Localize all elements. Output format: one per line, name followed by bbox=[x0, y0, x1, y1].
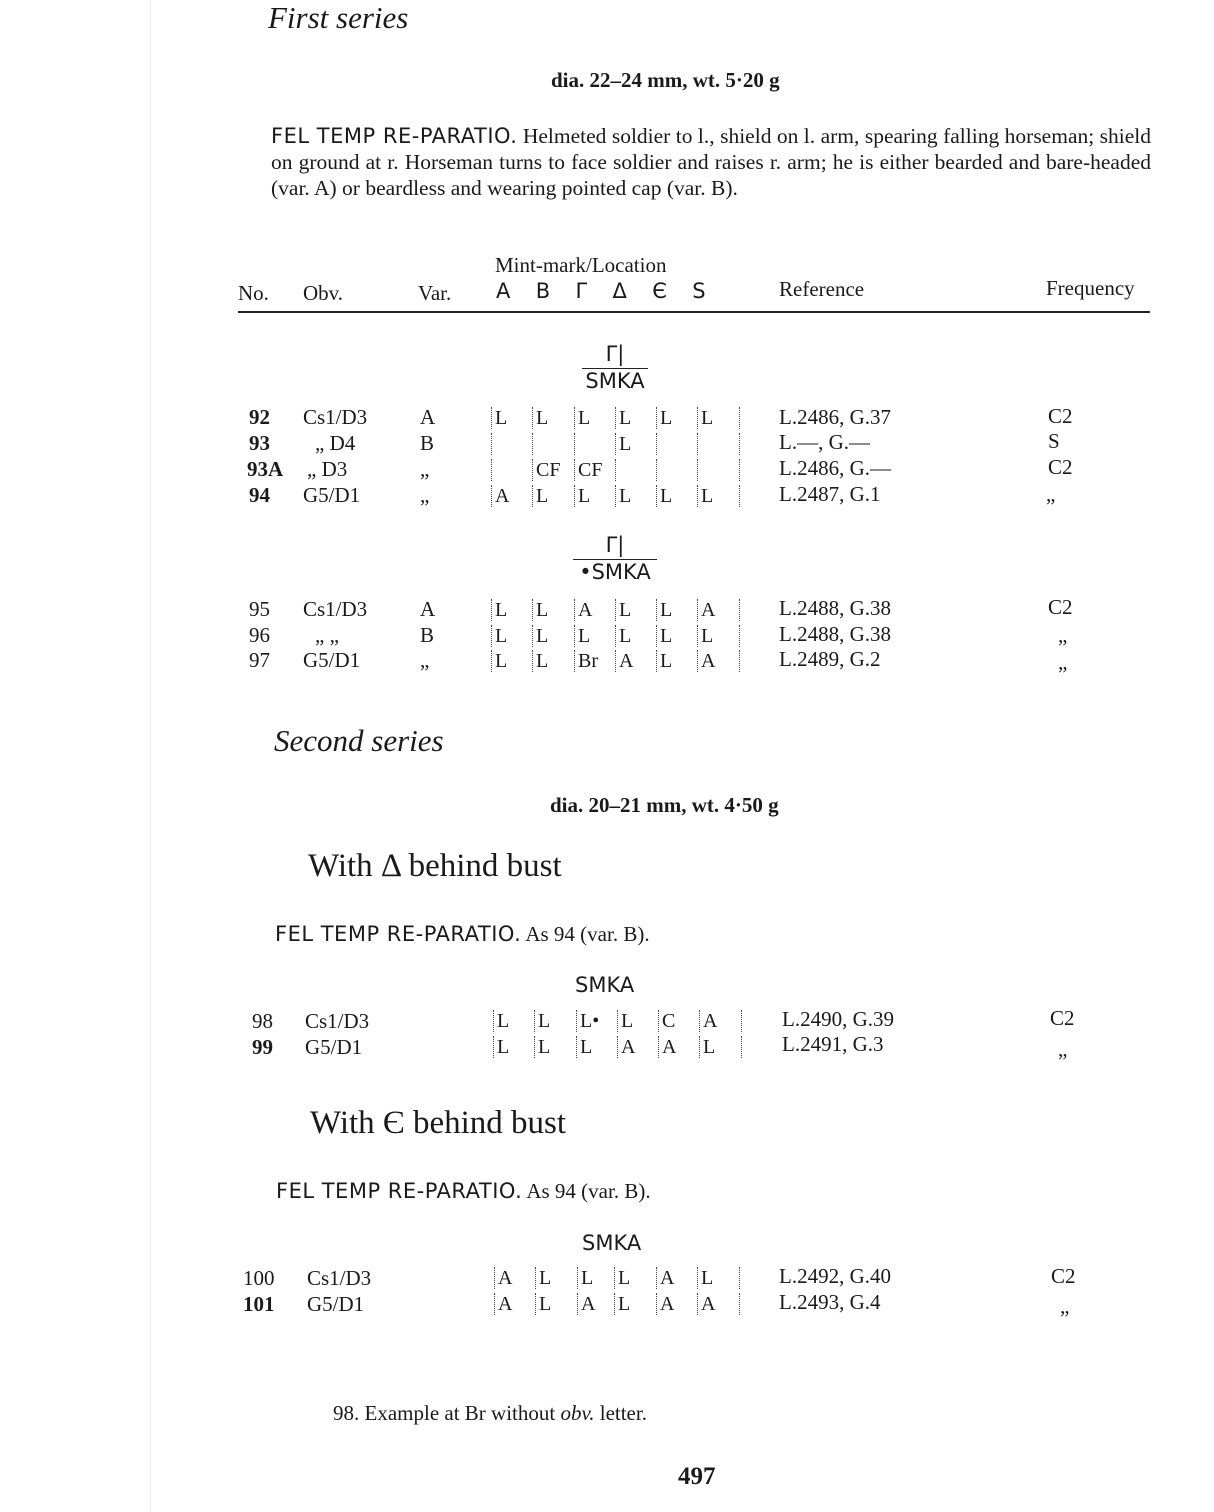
location-close bbox=[741, 1036, 742, 1058]
location-close bbox=[739, 485, 740, 507]
location-cell: A bbox=[617, 1036, 635, 1058]
location-cell: Br bbox=[574, 650, 598, 672]
row-reference: L.2486, G.— bbox=[779, 456, 891, 480]
location-cell bbox=[656, 459, 660, 481]
location-cell: L bbox=[615, 485, 631, 507]
page-number: 497 bbox=[678, 1463, 716, 1490]
type-legend: FEL TEMP RE-PARATIO. bbox=[271, 124, 518, 148]
header-frequency: Frequency bbox=[1046, 276, 1135, 300]
legend-note: As 94 (var. B). bbox=[525, 922, 650, 946]
location-cell: L bbox=[532, 599, 548, 621]
location-cell: A bbox=[656, 1293, 674, 1315]
location-close bbox=[739, 407, 740, 429]
location-cell: CF bbox=[574, 459, 602, 481]
location-cell: A bbox=[656, 1267, 674, 1289]
page-edge bbox=[150, 0, 151, 1512]
location-cell: L bbox=[697, 485, 713, 507]
row-var: „ bbox=[420, 457, 430, 481]
row-obv: „ „ bbox=[315, 623, 339, 647]
header-obv: Obv. bbox=[303, 281, 344, 305]
type-legend: FEL TEMP RE-PARATIO. bbox=[276, 1179, 523, 1203]
location-cell: L bbox=[615, 407, 631, 429]
location-cell: L bbox=[491, 625, 507, 647]
location-cell: L bbox=[532, 625, 548, 647]
first-series-title: First series bbox=[268, 0, 409, 35]
row-var: „ bbox=[420, 483, 430, 507]
row-frequency: „ bbox=[1046, 482, 1056, 506]
row-reference: L.2492, G.40 bbox=[779, 1264, 891, 1288]
row-reference: L.2488, G.38 bbox=[779, 622, 891, 646]
row-obv: Cs1/D3 bbox=[307, 1266, 372, 1290]
row-reference: L.2486, G.37 bbox=[779, 405, 891, 429]
location-cell: L bbox=[532, 407, 548, 429]
row-reference: L.2487, G.1 bbox=[779, 482, 881, 506]
location-close bbox=[739, 599, 740, 621]
location-cell: CF bbox=[532, 459, 560, 481]
location-cell: A bbox=[577, 1293, 595, 1315]
location-cell: L bbox=[491, 407, 507, 429]
row-no: 97 bbox=[249, 648, 270, 672]
location-cell bbox=[656, 433, 660, 455]
header-mint-title: Mint-mark/Location bbox=[495, 253, 667, 277]
location-cell: A bbox=[491, 485, 509, 507]
location-cell bbox=[697, 433, 701, 455]
row-var: B bbox=[420, 623, 435, 647]
row-frequency: C2 bbox=[1048, 455, 1073, 479]
row-frequency: „ bbox=[1058, 623, 1068, 647]
row-frequency: C2 bbox=[1051, 1264, 1076, 1288]
footnote-emphasis: obv. bbox=[560, 1401, 595, 1425]
location-cell: L bbox=[656, 485, 672, 507]
section-legend-line bbox=[275, 922, 650, 947]
location-cell: L bbox=[656, 407, 672, 429]
type-legend: FEL TEMP RE-PARATIO. bbox=[275, 922, 522, 946]
location-cell: L bbox=[697, 625, 713, 647]
header-var: Var. bbox=[418, 281, 452, 305]
location-cell bbox=[491, 459, 495, 481]
location-cell: A bbox=[699, 1010, 717, 1032]
row-no: 92 bbox=[249, 405, 270, 429]
mint-mark bbox=[566, 533, 664, 584]
location-cell: C bbox=[658, 1010, 675, 1032]
row-reference: L.2493, G.4 bbox=[779, 1290, 881, 1314]
location-close bbox=[739, 625, 740, 647]
location-cell: L bbox=[617, 1010, 633, 1032]
location-cell: L bbox=[535, 1267, 551, 1289]
row-obv: Cs1/D3 bbox=[303, 405, 368, 429]
first-series-dimensions: dia. 22–24 mm, wt. 5·20 g bbox=[551, 68, 780, 92]
legend-note: As 94 (var. B). bbox=[526, 1179, 651, 1203]
row-frequency: C2 bbox=[1048, 404, 1073, 428]
footnote-text-end: letter. bbox=[594, 1401, 647, 1425]
row-obv: „ D3 bbox=[307, 457, 348, 481]
first-series-description bbox=[271, 123, 1151, 201]
location-cell: L bbox=[577, 1267, 593, 1289]
row-reference: L.2491, G.3 bbox=[782, 1032, 884, 1056]
location-cell: L bbox=[535, 1293, 551, 1315]
footnote-text: 98. Example at Br without bbox=[333, 1401, 561, 1425]
row-obv: G5/D1 bbox=[307, 1292, 365, 1316]
footnote bbox=[333, 1401, 647, 1426]
row-frequency: „ bbox=[1058, 1037, 1068, 1061]
location-cell: L bbox=[532, 650, 548, 672]
location-cell: L bbox=[491, 650, 507, 672]
row-no: 95 bbox=[249, 597, 270, 621]
location-cell: L bbox=[656, 650, 672, 672]
row-no: 98 bbox=[252, 1009, 273, 1033]
location-cell: A bbox=[494, 1267, 512, 1289]
row-obv: G5/D1 bbox=[303, 483, 361, 507]
row-no: 93A bbox=[247, 457, 284, 481]
location-cell: L bbox=[614, 1267, 630, 1289]
second-series-dimensions: dia. 20–21 mm, wt. 4·50 g bbox=[550, 793, 779, 817]
location-cell: A bbox=[697, 1293, 715, 1315]
row-obv: G5/D1 bbox=[305, 1035, 363, 1059]
location-cell: L bbox=[493, 1010, 509, 1032]
mint-mark: SMKA bbox=[582, 1231, 642, 1255]
location-cell: L bbox=[699, 1036, 715, 1058]
row-no: 101 bbox=[243, 1292, 275, 1316]
type-description: Helmeted soldier to l., shield on l. arm, spearing falling horseman; shield on ground at r. Horseman turns to face soldier and raises r. arm; he is either bearded and bare-headed (var. A) or beardless and wearing pointed cap (var. B). bbox=[271, 124, 1152, 200]
location-cell: L bbox=[656, 625, 672, 647]
section-heading: With Є behind bust bbox=[310, 1105, 567, 1141]
row-reference: L.2488, G.38 bbox=[779, 596, 891, 620]
row-obv: Cs1/D3 bbox=[303, 597, 368, 621]
location-cell: L bbox=[697, 1267, 713, 1289]
row-frequency: C2 bbox=[1048, 595, 1073, 619]
location-cell: L• bbox=[576, 1010, 599, 1032]
location-cell: L bbox=[532, 485, 548, 507]
mint-mark bbox=[570, 342, 660, 393]
location-cell: A bbox=[615, 650, 633, 672]
location-cell bbox=[615, 459, 619, 481]
row-var: A bbox=[420, 597, 436, 621]
location-cell: A bbox=[658, 1036, 676, 1058]
row-no: 93 bbox=[249, 431, 270, 455]
location-cell: A bbox=[494, 1293, 512, 1315]
location-cell: L bbox=[615, 599, 631, 621]
row-obv: G5/D1 bbox=[303, 648, 361, 672]
row-no: 94 bbox=[249, 483, 270, 507]
location-cell bbox=[491, 433, 495, 455]
mint-mark-top: Γ| bbox=[582, 342, 648, 369]
location-cell: L bbox=[615, 433, 631, 455]
row-obv: „ D4 bbox=[315, 431, 356, 455]
mint-mark-bottom: SMKA bbox=[585, 369, 645, 393]
location-cell: L bbox=[534, 1036, 550, 1058]
location-cell: L bbox=[493, 1036, 509, 1058]
location-cell: A bbox=[574, 599, 592, 621]
location-cell: L bbox=[614, 1293, 630, 1315]
row-no: 99 bbox=[252, 1035, 273, 1059]
row-var: „ bbox=[420, 648, 430, 672]
row-no: 100 bbox=[243, 1266, 275, 1290]
location-cell: L bbox=[574, 485, 590, 507]
mint-mark: SMKA bbox=[575, 973, 635, 997]
row-frequency: S bbox=[1048, 429, 1060, 453]
location-cell: A bbox=[697, 650, 715, 672]
mint-mark-top: Γ| bbox=[573, 533, 657, 560]
header-officinae: A B Γ Δ Є S bbox=[496, 279, 706, 303]
location-close bbox=[739, 650, 740, 672]
second-series-title: Second series bbox=[274, 723, 444, 758]
location-cell bbox=[697, 459, 701, 481]
row-no: 96 bbox=[249, 623, 270, 647]
location-cell: L bbox=[534, 1010, 550, 1032]
row-var: A bbox=[420, 405, 436, 429]
location-cell: L bbox=[656, 599, 672, 621]
row-frequency: „ bbox=[1058, 650, 1068, 674]
location-close bbox=[739, 1293, 740, 1315]
row-reference: L.—, G.— bbox=[779, 430, 870, 454]
header-rule bbox=[238, 311, 1150, 313]
row-var: B bbox=[420, 431, 435, 455]
location-close bbox=[739, 433, 740, 455]
row-obv: Cs1/D3 bbox=[305, 1009, 370, 1033]
location-cell: L bbox=[576, 1036, 592, 1058]
location-cell: L bbox=[615, 625, 631, 647]
header-reference: Reference bbox=[779, 277, 865, 301]
row-frequency: „ bbox=[1060, 1294, 1070, 1318]
mint-mark-bottom: •SMKA bbox=[579, 560, 651, 584]
row-reference: L.2490, G.39 bbox=[782, 1007, 894, 1031]
location-cell bbox=[574, 433, 578, 455]
location-close bbox=[741, 1010, 742, 1032]
location-cell: L bbox=[574, 625, 590, 647]
location-cell bbox=[532, 433, 536, 455]
row-reference: L.2489, G.2 bbox=[779, 647, 881, 671]
section-legend-line bbox=[276, 1179, 651, 1204]
location-close bbox=[739, 459, 740, 481]
location-close bbox=[739, 1267, 740, 1289]
location-cell: L bbox=[697, 407, 713, 429]
section-heading: With Δ behind bust bbox=[308, 848, 562, 884]
row-frequency: C2 bbox=[1050, 1006, 1075, 1030]
header-no: No. bbox=[238, 281, 269, 305]
location-cell: L bbox=[574, 407, 590, 429]
location-cell: A bbox=[697, 599, 715, 621]
location-cell: L bbox=[491, 599, 507, 621]
